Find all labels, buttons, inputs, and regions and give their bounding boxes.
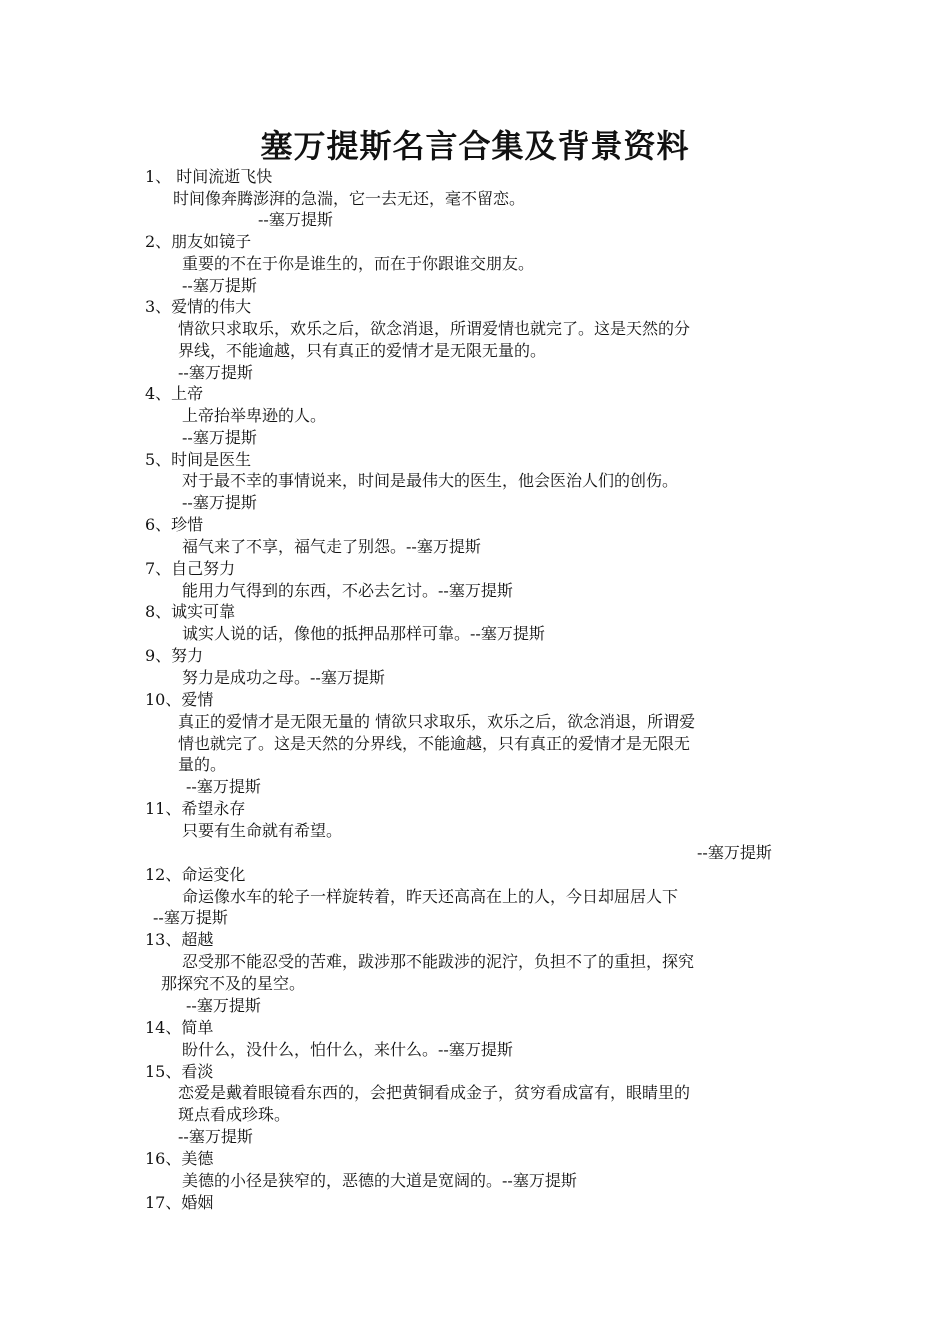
section-heading: 4、上帝	[145, 384, 204, 403]
quote-text: 真正的爱情才是无限无量的 情欲只求取乐，欢乐之后，欲念消退，所谓爱	[178, 712, 696, 731]
section-heading: 10、爱情	[145, 690, 214, 709]
quote-attribution: --塞万提斯	[182, 276, 257, 295]
quote-text: 诚实人说的话，像他的抵押品那样可靠。--塞万提斯	[182, 624, 545, 643]
quote-text: 对于最不幸的事情说来，时间是最伟大的医生，他会医治人们的创伤。	[182, 471, 679, 490]
quote-text: 时间像奔腾澎湃的急湍，它一去无还，毫不留恋。	[173, 189, 526, 208]
section-heading: 16、美德	[145, 1149, 214, 1168]
section-heading: 15、看淡	[145, 1062, 214, 1081]
section-heading: 7、自己努力	[145, 559, 236, 578]
section-heading: 12、命运变化	[145, 865, 246, 884]
quote-attribution: --塞万提斯	[182, 493, 257, 512]
quote-text: 情也就完了。这是天然的分界线，不能逾越，只有真正的爱情才是无限无	[178, 734, 691, 753]
quote-text: 情欲只求取乐，欢乐之后，欲念消退，所谓爱情也就完了。这是天然的分	[178, 319, 691, 338]
quote-attribution: --塞万提斯	[186, 996, 261, 1015]
quote-attribution: --塞万提斯	[182, 428, 257, 447]
quote-attribution: --塞万提斯	[153, 908, 228, 927]
quote-text: 美德的小径是狭窄的，恶德的大道是宽阔的。--塞万提斯	[182, 1171, 577, 1190]
quote-attribution: --塞万提斯	[697, 843, 772, 862]
quote-text: 重要的不在于你是谁生的，而在于你跟谁交朋友。	[182, 254, 535, 273]
section-heading: 1、 时间流逝飞快	[145, 167, 273, 186]
section-heading: 17、婚姻	[145, 1193, 214, 1212]
quote-attribution: --塞万提斯	[178, 363, 253, 382]
quote-text: 能用力气得到的东西，不必去乞讨。--塞万提斯	[182, 581, 513, 600]
quote-text: 量的。	[178, 755, 227, 774]
quote-text: 恋爱是戴着眼镜看东西的，会把黄铜看成金子，贫穷看成富有，眼睛里的	[178, 1083, 691, 1102]
quote-attribution: --塞万提斯	[186, 777, 261, 796]
section-heading: 3、爱情的伟大	[145, 297, 252, 316]
quote-text: 努力是成功之母。--塞万提斯	[182, 668, 385, 687]
quote-text: 上帝抬举卑逊的人。	[182, 406, 327, 425]
quote-attribution: --塞万提斯	[258, 210, 333, 229]
quote-text: 忍受那不能忍受的苦难，跋涉那不能跋涉的泥泞，负担不了的重担，探究	[182, 952, 695, 971]
document-title: 塞万提斯名言合集及背景资料	[260, 127, 690, 165]
quote-text: 界线，不能逾越，只有真正的爱情才是无限无量的。	[178, 341, 547, 360]
quote-text: 只要有生命就有希望。	[182, 821, 343, 840]
section-heading: 5、时间是医生	[145, 450, 252, 469]
quote-text: 盼什么，没什么，怕什么，来什么。--塞万提斯	[182, 1040, 513, 1059]
section-heading: 13、超越	[145, 930, 214, 949]
section-heading: 11、希望永存	[145, 799, 246, 818]
section-heading: 14、简单	[145, 1018, 214, 1037]
section-heading: 6、珍惜	[145, 515, 204, 534]
section-heading: 2、朋友如镜子	[145, 232, 252, 251]
quote-text: 那探究不及的星空。	[161, 974, 306, 993]
section-heading: 8、诚实可靠	[145, 602, 236, 621]
section-heading: 9、努力	[145, 646, 204, 665]
quote-attribution: --塞万提斯	[178, 1127, 253, 1146]
quote-text: 斑点看成珍珠。	[178, 1105, 291, 1124]
quote-text: 福气来了不享，福气走了别怨。--塞万提斯	[182, 537, 481, 556]
quote-text: 命运像水车的轮子一样旋转着，昨天还高高在上的人，今日却屈居人下	[182, 887, 679, 906]
